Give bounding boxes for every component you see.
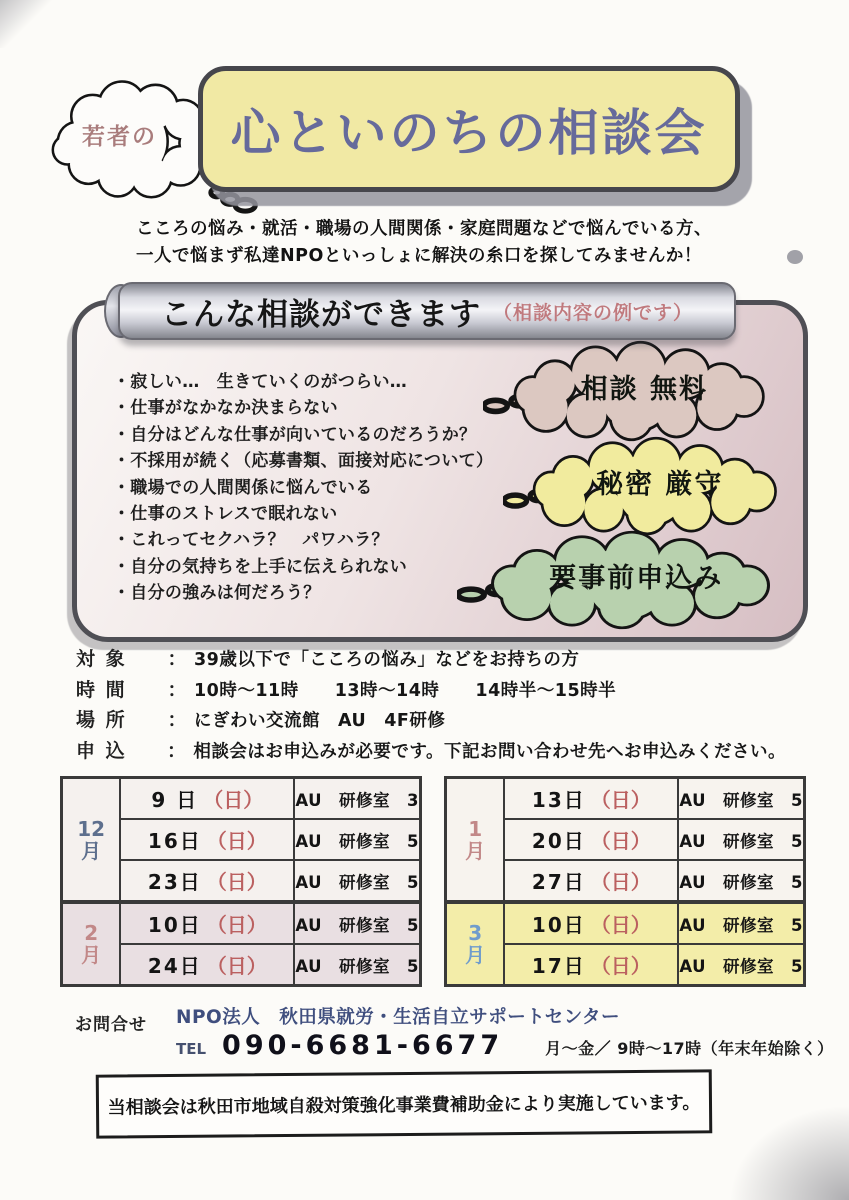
intro-line-1: こころの悩み・就活・職場の人間関係・家庭問題などで悩んでいる方、	[136, 219, 712, 239]
weekday-text: （日）	[206, 913, 267, 937]
schedule-row	[505, 943, 803, 984]
schedule-table-december	[60, 776, 422, 903]
venue-cell: AU 研修室 5	[679, 872, 803, 892]
day-cell	[505, 820, 679, 859]
scan-corner-shadow-bottomright	[729, 1105, 849, 1200]
badge-cloud-secret	[503, 435, 783, 537]
schedule-row	[121, 779, 419, 818]
day-text: 13日	[531, 788, 586, 812]
event-details	[76, 645, 786, 767]
info-label: 対 象	[76, 648, 127, 670]
weekday-text: （日）	[590, 870, 651, 894]
day-cell	[121, 904, 295, 943]
venue-cell: AU 研修室 5	[295, 915, 419, 935]
consultation-example-item: ・寂しい… 生きていくのがつらい…	[113, 372, 408, 392]
info-value: 39歳以下で「こころの悩み」などをお持ちの方	[194, 650, 580, 670]
badge-label-reservation: 要事前申込み	[549, 563, 724, 595]
intro-line-2: 一人で悩まず私達NPOといっしょに解決の糸口を探してみませんか！	[136, 246, 702, 266]
schedule-row	[121, 818, 419, 859]
info-row-place	[76, 706, 786, 737]
consultation-example-item: ・自分の強みは何だろう？	[113, 583, 321, 604]
scan-artifact-dot	[787, 250, 803, 264]
day-text: 27日	[531, 870, 586, 894]
info-colon: ：	[167, 709, 187, 731]
contact-phone-row	[176, 1030, 834, 1061]
month-number: 1	[468, 816, 483, 841]
day-cell	[505, 945, 679, 984]
tel-number: 090-6681-6677	[222, 1030, 504, 1061]
consultation-example-item: ・自分はどんな仕事が向いているのだろうか？	[113, 424, 477, 445]
schedule-row	[121, 904, 419, 943]
schedule-row	[505, 818, 803, 859]
consultation-heading: こんな相談ができます	[160, 296, 481, 333]
info-label: 時 間	[76, 678, 127, 701]
day-text: 10日	[531, 913, 586, 937]
month-label	[447, 779, 505, 900]
month-suffix: 月	[81, 943, 102, 967]
schedule-rows	[505, 904, 803, 984]
day-cell	[505, 779, 679, 818]
intro-text	[136, 216, 712, 270]
day-cell	[121, 945, 295, 984]
day-cell	[121, 861, 295, 900]
weekday-text: （日）	[203, 788, 264, 812]
consultation-heading-bar	[104, 282, 736, 340]
month-number: 2	[84, 921, 99, 945]
info-row-target	[76, 645, 786, 676]
schedule-table-march	[444, 901, 806, 987]
info-colon: ：	[167, 678, 187, 701]
badge-cloud-free	[483, 339, 771, 443]
day-text: 10日	[147, 913, 202, 937]
day-text: 20日	[531, 829, 586, 853]
weekday-text: （日）	[590, 829, 651, 853]
weekday-text: （日）	[590, 954, 651, 978]
consultation-heading-note: （相談内容の例です）	[492, 301, 693, 324]
consultation-example-item: ・不採用が続く（応募書類、面接対応について）	[113, 451, 494, 472]
schedule-row	[505, 779, 803, 818]
month-number: 3	[468, 921, 483, 945]
month-number: 12	[77, 816, 106, 841]
month-label	[447, 904, 505, 984]
weekday-text: （日）	[590, 913, 651, 937]
badge-label-secret: 秘密 厳守	[596, 469, 724, 501]
info-row-apply	[76, 737, 786, 768]
weekday-text: （日）	[206, 870, 267, 894]
day-cell	[121, 779, 295, 818]
badge-cloud-reservation	[457, 529, 777, 631]
day-cell	[505, 861, 679, 900]
consultation-example-item: ・仕事のストレスで眠れない	[113, 504, 338, 525]
venue-cell: AU 研修室 5	[679, 956, 803, 976]
weekday-text: （日）	[206, 954, 267, 978]
venue-cell: AU 研修室 5	[295, 956, 419, 976]
schedule-row	[505, 859, 803, 900]
venue-cell: AU 研修室 5	[679, 915, 803, 935]
month-suffix: 月	[465, 943, 486, 967]
title-banner	[198, 66, 740, 192]
venue-cell: AU 研修室 5	[679, 831, 803, 851]
tel-label: TEL	[176, 1040, 207, 1058]
schedule-row	[121, 859, 419, 900]
contact-hours: 月〜金／ 9時〜17時（年末年始除く）	[545, 1039, 834, 1058]
schedule-row	[121, 943, 419, 984]
info-label: 場 所	[76, 709, 127, 731]
info-row-time	[76, 676, 786, 707]
pipe-bar	[118, 282, 736, 340]
consultation-box	[72, 300, 808, 642]
day-text: 17日	[531, 954, 586, 978]
info-colon: ：	[167, 648, 187, 670]
consultation-example-item: ・自分の気持ちを上手に伝えられない	[113, 556, 408, 577]
weekday-text: （日）	[206, 829, 267, 853]
day-cell	[121, 820, 295, 859]
info-value: 相談会はお申込みが必要です。下記お問い合わせ先へお申込みください。	[193, 741, 786, 762]
info-value: 10時〜11時 13時〜14時 14時半〜15時半	[194, 680, 617, 701]
banner-audience-label: 若者の	[82, 124, 157, 150]
schedule-row	[505, 904, 803, 943]
month-label	[63, 779, 121, 900]
scan-corner-shadow-topleft	[0, 0, 70, 48]
venue-cell: AU 研修室 5	[295, 831, 419, 851]
venue-cell: AU 研修室 3	[295, 790, 419, 810]
badge-label-free: 相談 無料	[580, 374, 708, 406]
day-text: 24日	[147, 954, 202, 978]
flyer-title: 心といのちの相談会	[230, 104, 708, 162]
schedule-rows	[121, 904, 419, 984]
contact-label: お問合せ	[75, 1015, 147, 1035]
info-colon: ：	[166, 739, 186, 762]
info-value: にぎわい交流館 AU 4F研修	[194, 711, 446, 731]
funding-note-box	[96, 1069, 713, 1138]
day-text: 16日	[147, 829, 202, 853]
consultation-example-item: ・仕事がなかなか決まらない	[113, 398, 338, 419]
funding-note-text: 当相談会は秋田市地域自殺対策強化事業費補助金により実施しています。	[107, 1092, 701, 1119]
venue-cell: AU 研修室 5	[295, 872, 419, 892]
schedule-rows	[121, 779, 419, 900]
consultation-example-item: ・職場での人間関係に悩んでいる	[113, 477, 373, 498]
schedule-table-february	[60, 901, 422, 987]
contact-organization: NPO法人 秋田県就労・生活自立サポートセンター	[176, 1007, 620, 1028]
month-label	[63, 904, 121, 984]
day-cell	[505, 904, 679, 943]
day-text: 23日	[147, 870, 202, 894]
month-suffix: 月	[81, 838, 102, 863]
consultation-example-item: ・これってセクハラ？ パワハラ？	[113, 530, 389, 551]
weekday-text: （日）	[590, 788, 651, 812]
schedule-table-january	[444, 776, 806, 903]
month-suffix: 月	[465, 838, 486, 863]
venue-cell: AU 研修室 5	[679, 790, 803, 810]
info-label: 申 込	[76, 739, 127, 762]
day-text: 9 日	[151, 788, 199, 812]
schedule-rows	[505, 779, 803, 900]
